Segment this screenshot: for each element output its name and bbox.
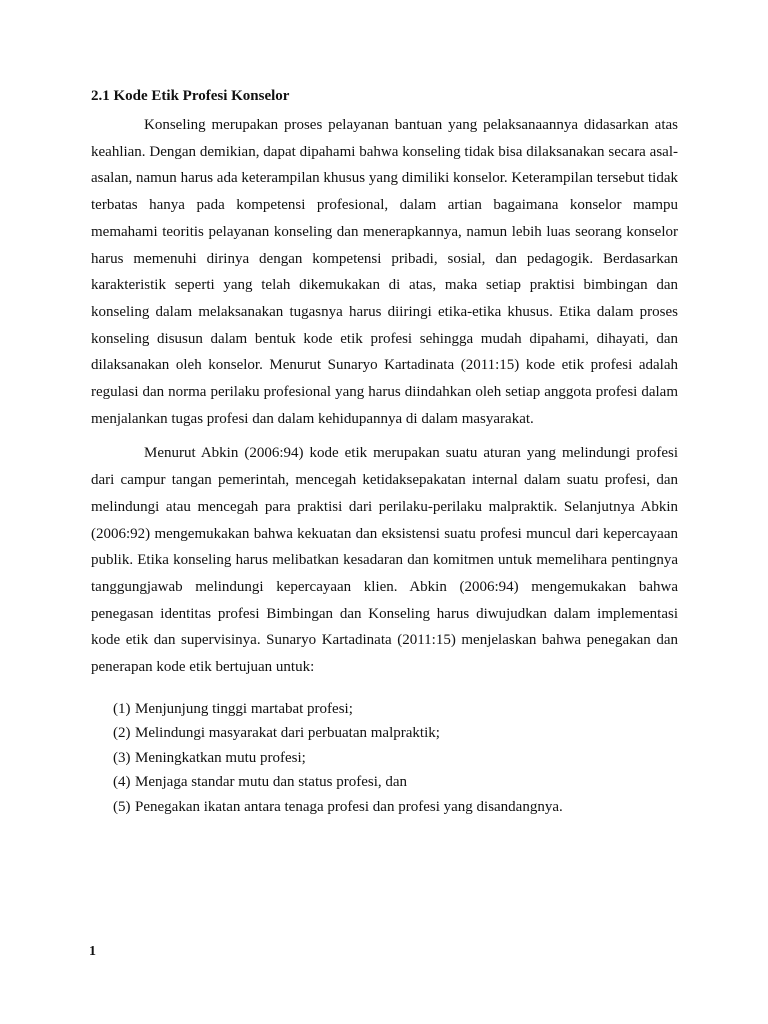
list-item [91,770,678,795]
list-text: Melindungi masyarakat dari perbuatan malpraktik; [135,725,440,742]
list-number: (2) [113,725,131,742]
section-heading: 2.1 Kode Etik Profesi Konselor [91,88,290,104]
list-number: (1) [113,700,131,717]
document-page [91,86,678,819]
list-item [91,697,678,722]
list-text: Menjaga standar mutu dan status profesi, dan [135,774,408,791]
list-number: (3) [113,749,131,766]
paragraph-2: Menurut Abkin (2006:94) kode etik merupakan suatu aturan yang melindungi profesi dari campur tangan pemerintah, mencegah ketidaksepakatan internal dalam suatu profesi, dan melindungi atau mencegah para praktisi dari perilaku-perilaku malpraktik. Selanjutnya Abkin (2006:92) mengemukakan bahwa kekuatan dan eksistensi suatu profesi muncul dari kepercayaan publik. Etika konseling harus melibatkan kesadaran dan komitmen untuk memelihara pentingnya tanggungjawab melindungi kepercayaan klien. Abkin (2006:94) mengemukakan bahwa penegasan identitas profesi Bimbingan dan Konseling harus diwujudkan dalam implementasi kode etik dan supervisinya. Sunaryo Kartadinata (2011:15) menjelaskan bahwa penegakan dan penerapan kode etik bertujuan untuk: [91,445,678,676]
page-number: 1 [89,944,96,959]
list-text: Menjunjung tinggi martabat profesi; [135,700,353,717]
list-text: Penegakan ikatan antara tenaga profesi dan profesi yang disandangnya. [135,798,563,815]
list-number: (5) [113,798,131,815]
list-text: Meningkatkan mutu profesi; [135,749,306,766]
list-item [91,795,678,820]
list-number: (4) [113,774,131,791]
list-item [91,721,678,746]
objectives-list [91,697,678,820]
list-item [91,746,678,771]
paragraph-1: Konseling merupakan proses pelayanan bantuan yang pelaksanaannya didasarkan atas keahlian. Dengan demikian, dapat dipahami bahwa konseling tidak bisa dilaksanakan secara asal-asalan, namun harus ada keterampilan khusus yang dimiliki konselor. Keterampilan tersebut tidak terbatas hanya pada kompetensi profesional, dalam artian bagaimana konselor mampu memahami teoritis pelayanan konseling dan menerapkannya, namun lebih luas seorang konselor harus memenuhi dirinya dengan kompetensi pribadi, sosial, dan pedagogik. Berdasarkan karakteristik seperti yang telah dikemukakan di atas, maka setiap praktisi bimbingan dan konseling dalam melaksanakan tugasnya harus diiringi etika-etika khusus. Etika dalam proses konseling disusun dalam bentuk kode etik profesi sehingga mudah dipahami, dihayati, dan dilaksanakan oleh konselor. Menurut Sunaryo Kartadinata (2011:15) kode etik profesi adalah regulasi dan norma perilaku profesional yang harus diindahkan oleh setiap anggota profesi dalam menjalankan tugas profesi dan dalam kehidupannya di dalam masyarakat. [91,117,678,427]
